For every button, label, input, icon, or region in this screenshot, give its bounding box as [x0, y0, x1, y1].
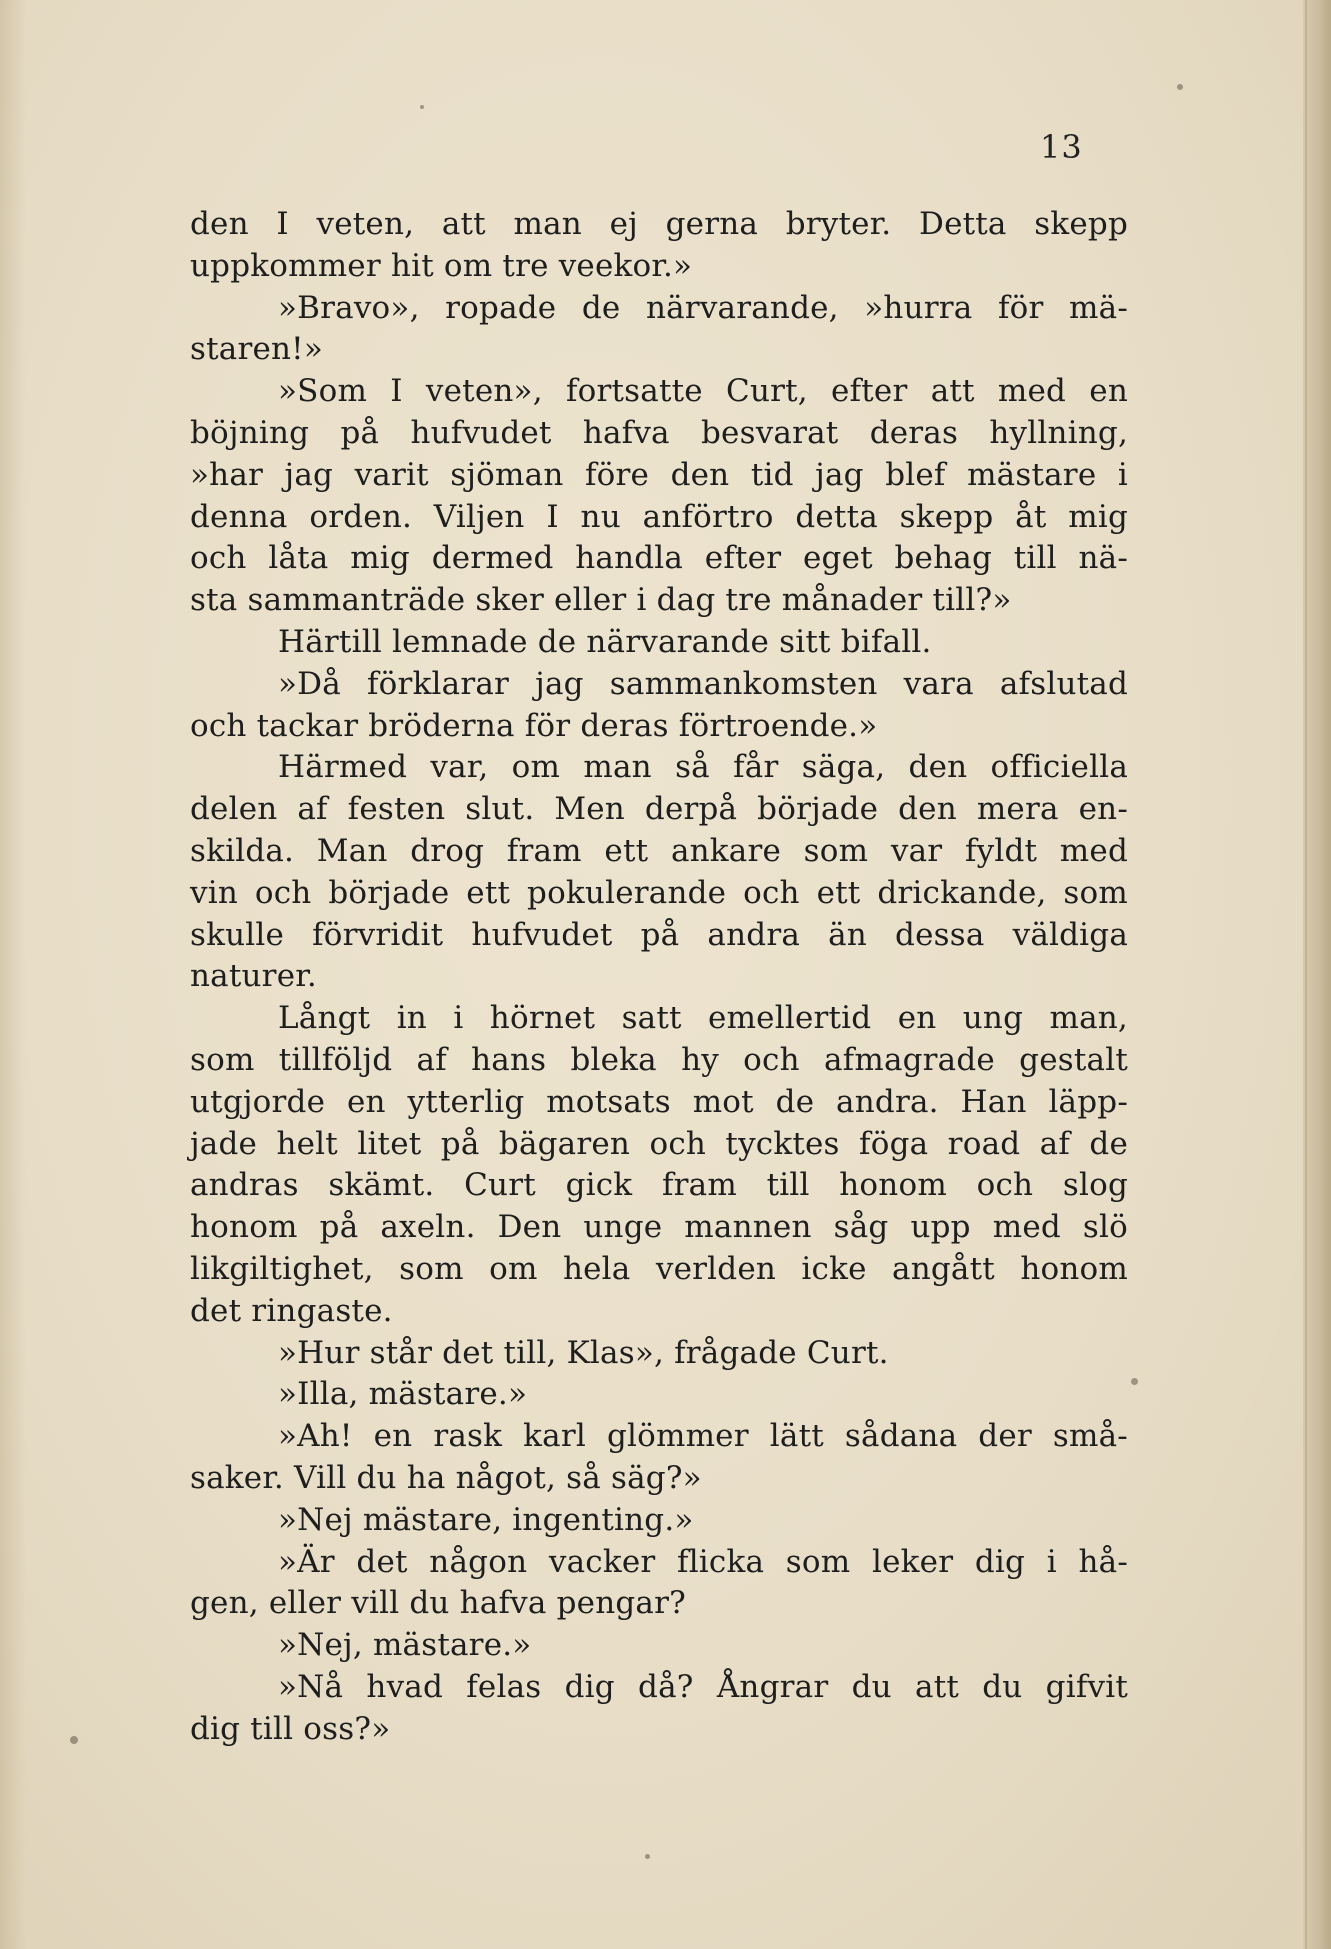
page-number: 13: [1040, 128, 1083, 166]
paper-speck: [70, 1736, 78, 1744]
text-line: honom på axeln. Den unge mannen såg upp med slö: [190, 1209, 1128, 1246]
text-line: »Hur står det till, Klas», frågade Curt.: [278, 1334, 889, 1371]
paper-speck: [645, 1854, 650, 1859]
text-line: denna orden. Viljen I nu anförtro detta skepp åt mig: [190, 498, 1128, 535]
text-line: delen af festen slut. Men derpå började den mera en-: [190, 791, 1128, 828]
text-line: gen, eller vill du hafva pengar?: [190, 1585, 686, 1622]
text-line: utgjorde en ytterlig motsats mot de andra. Han läpp-: [190, 1083, 1128, 1120]
paper-speck: [1177, 84, 1183, 90]
body-text: [190, 204, 1128, 1750]
text-line: »Nej, mästare.»: [278, 1627, 532, 1664]
paper-speck: [420, 105, 424, 109]
text-line: och låta mig dermed handla efter eget behag till nä-: [190, 540, 1128, 577]
text-line: sta sammanträde sker eller i dag tre månader till?»: [190, 582, 1012, 619]
paper-speck: [1131, 1378, 1138, 1385]
text-line: »Är det någon vacker flicka som leker dig i hå-: [278, 1543, 1128, 1580]
text-line: »Nej mästare, ingenting.»: [278, 1501, 694, 1538]
text-line: likgiltighet, som om hela verlden icke angått honom: [190, 1250, 1128, 1287]
text-line: Långt in i hörnet satt emellertid en ung man,: [278, 1000, 1128, 1037]
text-line: saker. Vill du ha något, så säg?»: [190, 1459, 702, 1496]
text-line: uppkommer hit om tre veekor.»: [190, 247, 693, 284]
text-line: böjning på hufvudet hafva besvarat deras hyllning,: [190, 414, 1128, 451]
text-line: skulle förvridit hufvudet på andra än dessa väldiga: [190, 916, 1128, 953]
text-line: »Då förklarar jag sammankomsten vara afslutad: [278, 665, 1128, 702]
text-line: den I veten, att man ej gerna bryter. Detta skepp: [190, 206, 1128, 242]
text-line: »Bravo», ropade de närvarande, »hurra för mä-: [278, 289, 1128, 326]
page-edge-line: [1305, 0, 1307, 1949]
page-gutter-shadow: [0, 0, 26, 1949]
text-line: som tillföljd af hans bleka hy och afmagrade gestalt: [190, 1041, 1128, 1078]
text-line: dig till oss?»: [190, 1710, 391, 1747]
text-line: skilda. Man drog fram ett ankare som var fyldt med: [190, 832, 1128, 869]
text-line: vin och började ett pokulerande och ett drickande, som: [190, 874, 1128, 911]
text-line: och tackar bröderna för deras förtroende.»: [190, 707, 878, 744]
text-line: »har jag varit sjöman före den tid jag blef mästare i: [190, 456, 1128, 493]
text-line: »Nå hvad felas dig då? Ångrar du att du gifvit: [278, 1668, 1128, 1705]
text-line: »Ah! en rask karl glömmer lätt sådana der små-: [278, 1418, 1128, 1455]
text-line: »Illa, mästare.»: [278, 1376, 528, 1413]
text-line: Härmed var, om man så får säga, den officiella: [278, 749, 1128, 786]
text-line: staren!»: [190, 331, 324, 368]
text-line: naturer.: [190, 958, 317, 995]
text-line: »Som I veten», fortsatte Curt, efter att med en: [278, 373, 1128, 410]
text-line: det ringaste.: [190, 1292, 393, 1329]
text-line: andras skämt. Curt gick fram till honom och slog: [190, 1167, 1128, 1204]
text-line: Härtill lemnade de närvarande sitt bifall.: [278, 623, 932, 660]
page-edge: [1303, 0, 1331, 1949]
text-line: jade helt litet på bägaren och tycktes föga road af de: [190, 1125, 1128, 1162]
